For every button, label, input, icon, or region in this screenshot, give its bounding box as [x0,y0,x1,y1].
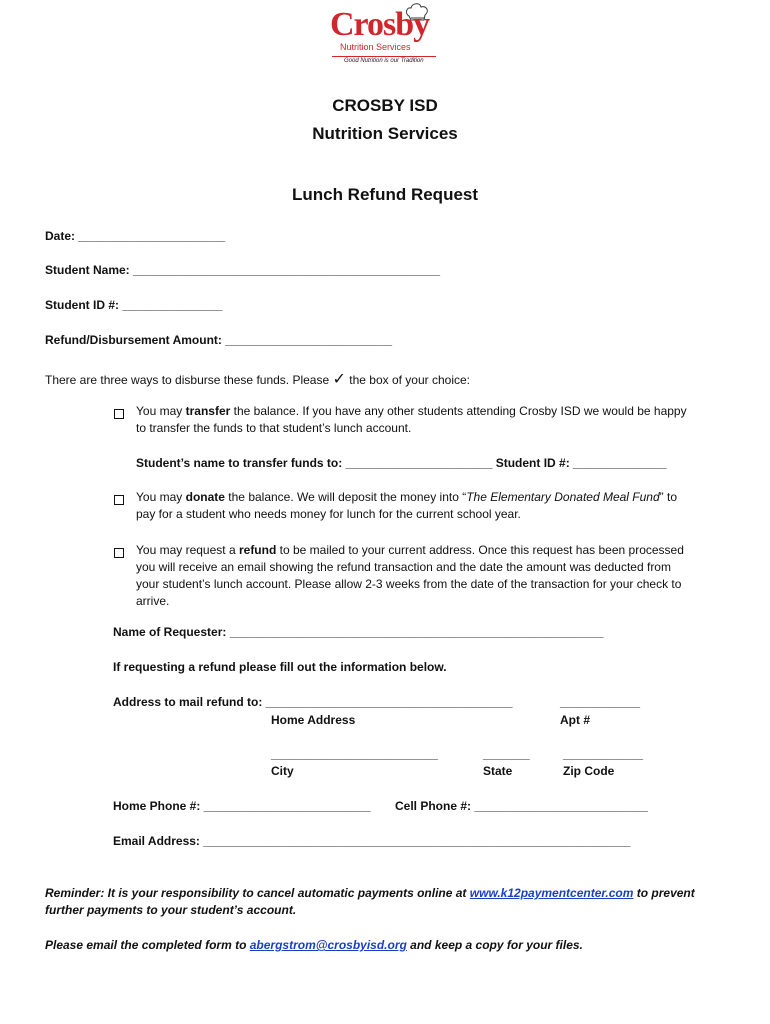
apt-field[interactable]: ____________ [560,695,641,709]
option-donate-pre: You may [136,490,183,504]
option-refund-line2: you will receive an email showing the refund transaction and the date the amount was deducted from [136,560,671,574]
closing-pre: Please email the completed form to [45,938,247,952]
email-field[interactable]: Email Address: ________________________________________________________________ [113,834,631,848]
form-title: Lunch Refund Request [291,185,479,204]
student-id-field[interactable]: Student ID #: _______________ [45,298,223,312]
home-address-field[interactable]: Address to mail refund to: _____________________________________ [113,695,513,709]
zip-field[interactable]: ____________ [563,747,644,761]
option-transfer-bold: transfer [185,404,231,418]
option-refund-line4: arrive. [136,594,170,608]
instructions-before: There are three ways to disburse these funds. Please [45,373,330,387]
option-refund-pre: You may request a [136,543,236,557]
reminder-line2: further payments to your student’s account. [45,903,297,917]
logo-divider [332,56,436,57]
reminder-pre: Reminder: It is your responsibility to cancel automatic payments online at [45,886,467,900]
option-donate-line2: pay for a student who needs money for lunch for the current school year. [136,507,521,521]
refund-note: If requesting a refund please fill out the information below. [113,660,447,674]
logo-tagline: Good Nutrition is our Tradition [344,58,424,64]
reminder-post: to prevent [636,886,695,900]
city-label: City [271,764,294,778]
option-donate-mid: the balance. We will deposit the money into “ [228,490,467,504]
home-phone-field[interactable]: Home Phone #: _________________________ [113,799,371,813]
checkmark-icon: ✓ [332,371,346,388]
option-donate-post: ” to [659,490,677,504]
option-refund-post: to be mailed to your current address. Once this request has been processed [279,543,684,557]
district-title: CROSBY ISD [332,96,438,115]
reminder [45,885,735,919]
state-field[interactable]: _______ [483,747,530,761]
cell-phone-field[interactable]: Cell Phone #: __________________________ [395,799,648,813]
zip-label: Zip Code [563,764,615,778]
option-donate-bold: donate [185,490,225,504]
option-donate [136,489,736,523]
date-field[interactable]: Date: ______________________ [45,229,226,243]
transfer-checkbox[interactable] [114,406,124,424]
donate-checkbox[interactable] [114,492,124,510]
city-field[interactable]: _________________________ [271,747,438,761]
option-transfer-post: the balance. If you have any other students attending Crosby ISD we would be happy [233,404,687,418]
option-transfer-line2: to transfer the funds to that student’s lunch account. [136,421,412,435]
transfer-student-field[interactable]: Student’s name to transfer funds to: ______________________ Student ID #: ______________ [136,456,667,470]
logo-subtitle: Nutrition Services [340,42,411,52]
amount-field[interactable]: Refund/Disbursement Amount: _________________________ [45,333,393,347]
department-title: Nutrition Services [312,124,458,143]
option-refund-line3: your student’s lunch account. Please allow 2-3 weeks from the date of the transaction for your check to [136,577,682,591]
refund-checkbox[interactable] [114,545,124,563]
state-label: State [483,764,513,778]
logo [330,4,440,66]
closing-note [45,937,735,954]
option-transfer [136,403,736,437]
logo-brand: Crosby [330,6,430,43]
instructions [45,371,470,389]
email-link[interactable]: abergstrom@crosbyisd.org [249,938,407,952]
home-address-label: Home Address [271,713,356,727]
option-transfer-pre: You may [136,404,183,418]
student-name-field[interactable]: Student Name: ______________________________________________ [45,263,441,277]
option-donate-fund: The Elementary Donated Meal Fund [466,490,660,504]
closing-post: and keep a copy for your files. [410,938,583,952]
option-refund-bold: refund [238,543,277,557]
apt-label: Apt # [560,713,590,727]
instructions-after: the box of your choice: [349,373,470,387]
payment-center-link[interactable]: www.k12paymentcenter.com [469,886,634,900]
option-refund [136,542,736,610]
requester-field[interactable]: Name of Requester: ________________________________________________________ [113,625,604,639]
